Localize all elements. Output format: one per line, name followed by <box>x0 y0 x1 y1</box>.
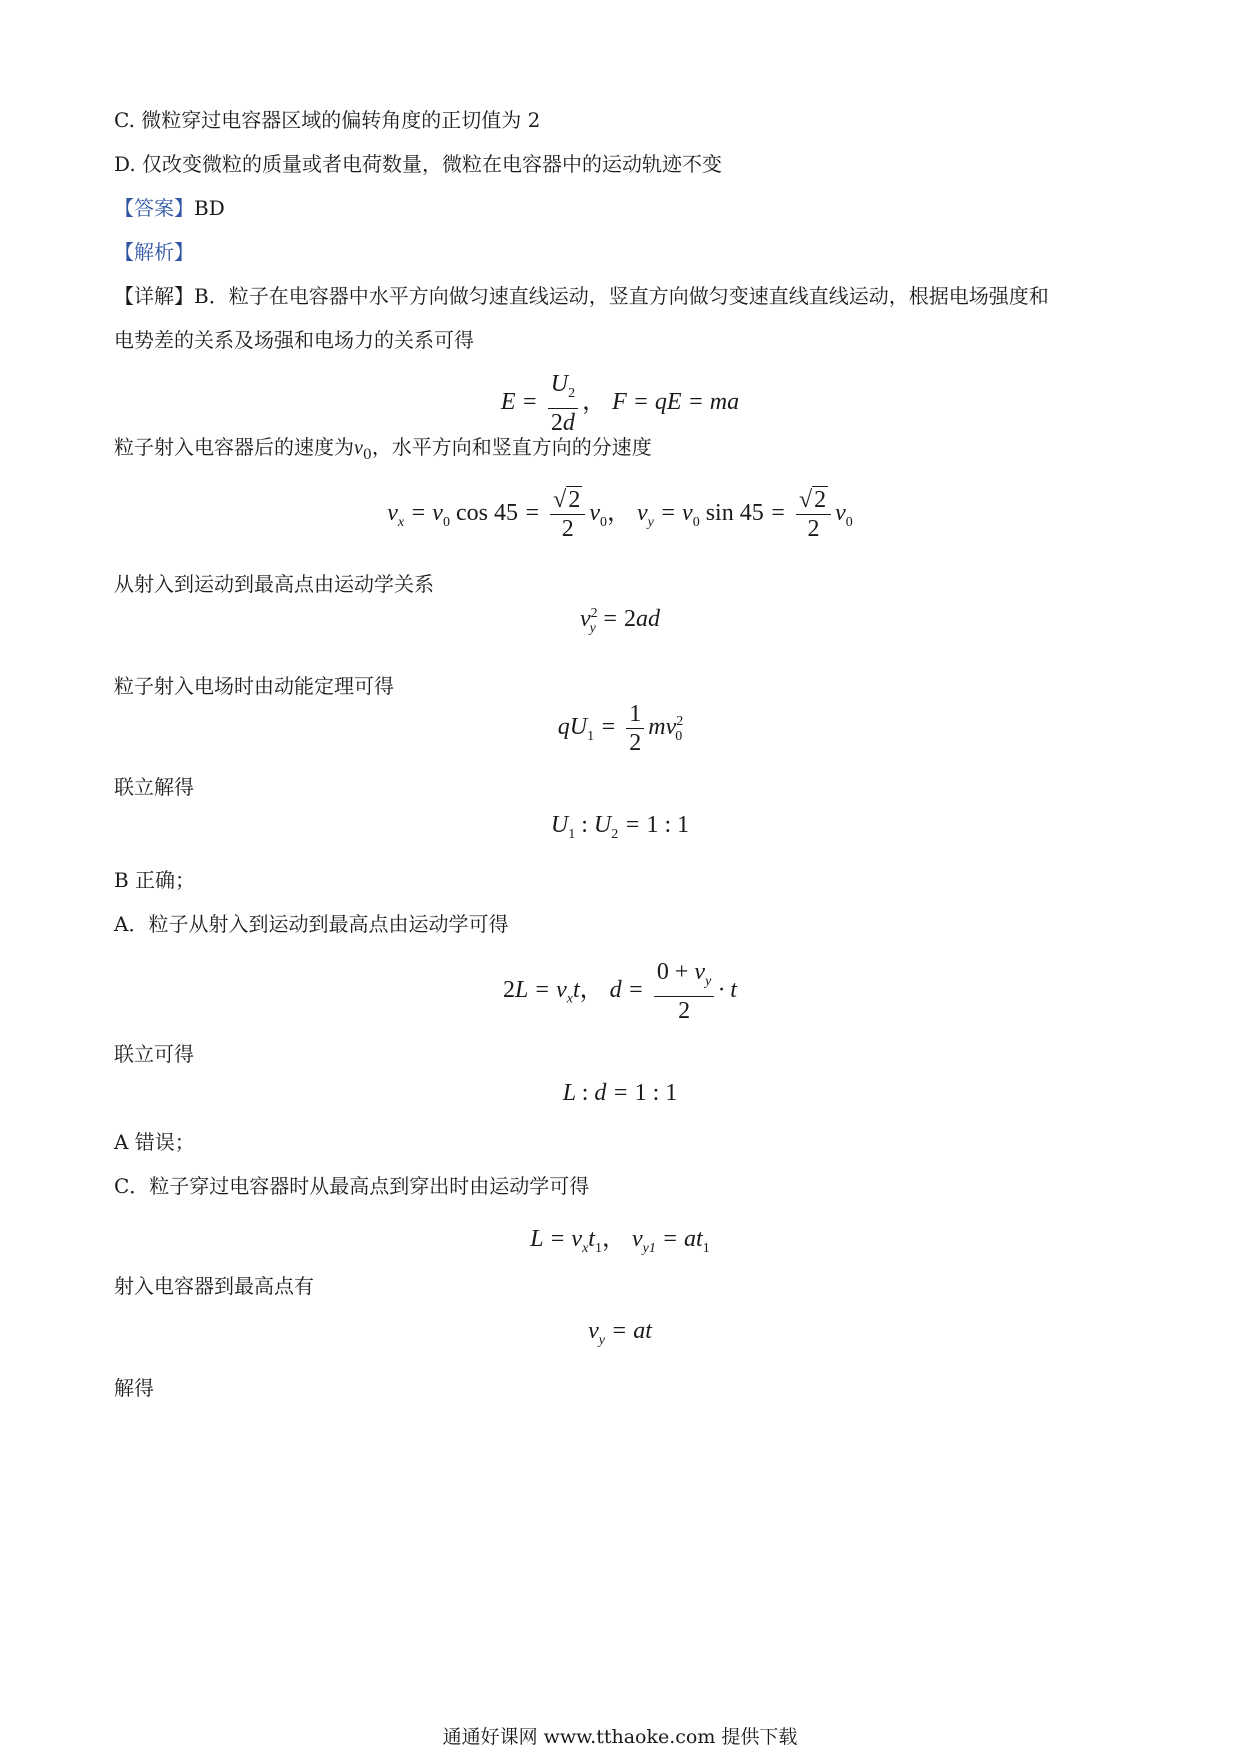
velocity-intro-2: ，水平方向和竖直方向的分速度 <box>371 435 652 459</box>
equation-voltage-ratio: $U_1$ : $U_2 = 1$ : 1 <box>550 812 690 842</box>
equation-length-depth: $2L = v_xt$， d = $\frac{0 + v_y}{2}$ · t <box>503 959 737 1024</box>
kinematics-line: 从射入到运动到最高点由运动学关系 <box>114 572 434 596</box>
equation-length-ratio: L : d = 1 : 1 <box>562 1080 678 1106</box>
equation-field-force: E = $\frac{U_2}{2d}$ ， F = qE = ma <box>500 371 740 436</box>
detail-line <box>114 282 1049 310</box>
detail-tag: 【详解】 <box>114 284 194 308</box>
option-c: C. 微粒穿过电容器区域的偏转角度的正切值为 2 <box>114 108 541 132</box>
answer-line <box>114 194 225 222</box>
equation-vy-at: $v_y$ = at <box>588 1318 652 1348</box>
equation-kinetic-energy: $qU_1$ = $\frac{1}{2}$ $mv^2_0$ <box>557 701 684 756</box>
answer-value: BD <box>194 196 225 220</box>
equation-velocity-components: $v_x = v_0$ cos 45 = $\frac{√2}{2}$ $v_0$， $v_y = v_0$ sin 45 = $\frac{√2}{2}$ $v_0$ <box>387 487 853 542</box>
combine-line-1: 联立解得 <box>114 775 194 799</box>
c-top-line: 射入电容器到最高点有 <box>114 1274 314 1298</box>
a-text-line: A．粒子从射入到运动到最高点由运动学可得 <box>114 912 509 936</box>
analysis-tag: 【解析】 <box>114 240 194 264</box>
solve-line: 解得 <box>114 1376 154 1400</box>
option-d: D. 仅改变微粒的质量或者电荷数量，微粒在电容器中的运动轨迹不变 <box>114 152 723 176</box>
a-wrong-line: A 错误； <box>114 1130 195 1154</box>
kinetic-energy-line: 粒子射入电场时由动能定理可得 <box>114 674 394 698</box>
c-text-line: C．粒子穿过电容器时从最高点到穿出时由运动学可得 <box>114 1174 590 1198</box>
page-footer: 通通好课网 www.tthaoke.com 提供下载 <box>442 1726 798 1748</box>
equation-vy-squared: $v^2_y = 2ad$ <box>579 606 661 636</box>
b-correct-line: B 正确； <box>114 868 196 892</box>
detail-line-2: 电势差的关系及场强和电场力的关系可得 <box>114 328 474 352</box>
equation-exit-kinematics: $L = v_xt_1$， $v_{y1} = at_1$ <box>530 1226 710 1256</box>
velocity-intro-line: 粒子射入电容器后的速度为$v_0$，水平方向和竖直方向的分速度 <box>114 435 652 463</box>
combine-line-2: 联立可得 <box>114 1042 194 1066</box>
detail-text: B．粒子在电容器中水平方向做匀速直线运动，竖直方向做匀变速直线直线运动，根据电场强度和 <box>194 284 1049 308</box>
velocity-intro: 粒子射入电容器后的速度为 <box>114 435 354 459</box>
answer-tag: 【答案】 <box>114 196 194 220</box>
